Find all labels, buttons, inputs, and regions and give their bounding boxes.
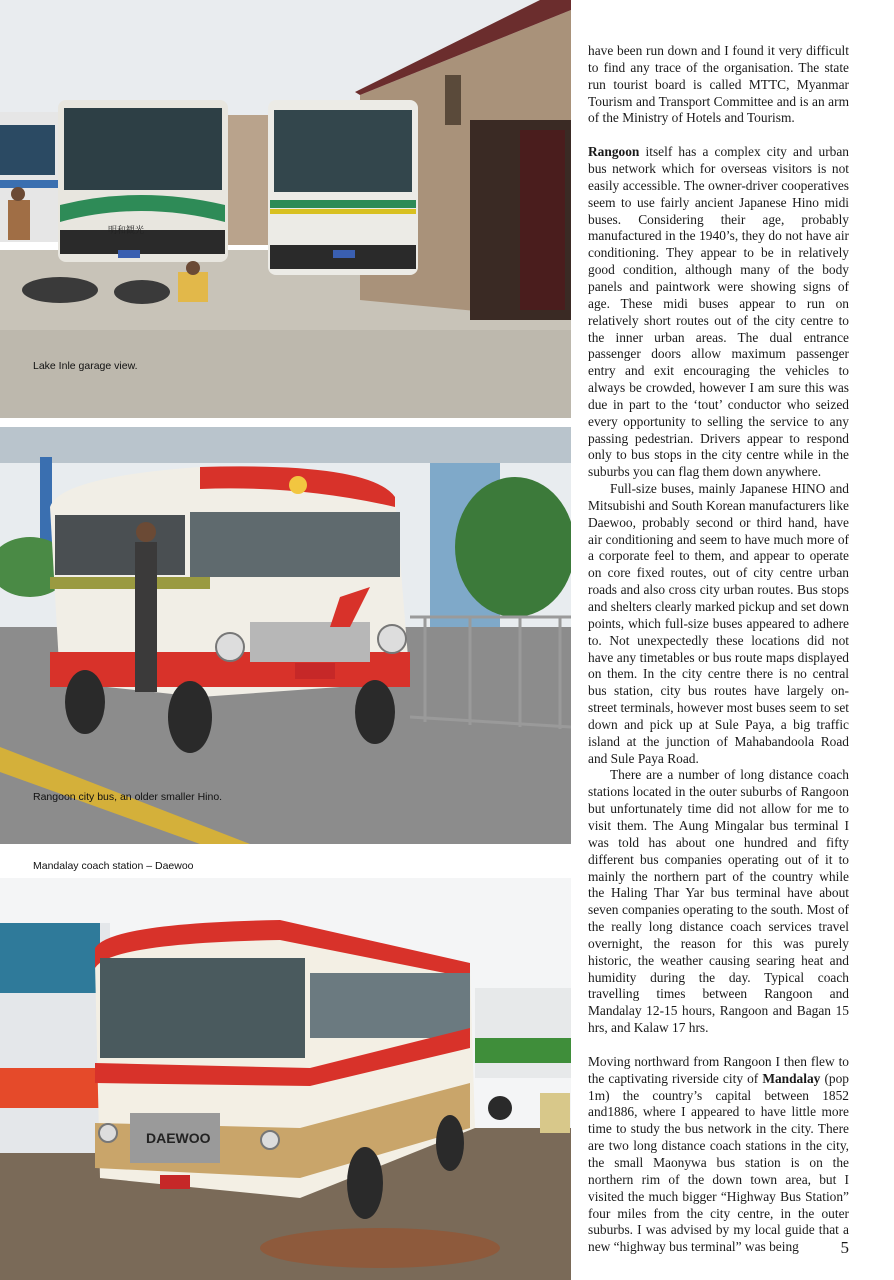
photo-caption: Rangoon city bus, an older smaller Hino. <box>33 791 223 803</box>
paragraph: have been run down and I found it very difficult to find any trace of the organisation. The state run tourist board is called MTTC, Myanmar Tourism and Transport Committee and is an arm of the Ministry of Hotels and Tourism. <box>588 43 849 126</box>
paragraph-text: itself has a complex city and urban bus network which for overseas visitors is not easily accessible. The owner-driver cooperatives seem to use fairly ancient Japanese Hino midi buses. Considering their age, probably manufactured in the 1940’s, they do not have air conditioning. They appear to be in relatively good condition, although many of the body panels and paintwork were showing signs of age. These midi buses appear to run on relatively short routes out of the city centre to the inner urban areas. The dual entrance passenger doors allow maximum passenger entry and exit encouraging the vehicles to always be crowded, however I am sure this was due in part to the ‘tout’ conductor who seized every opportunity to selling the service to any passing pedestrian. Drivers appear to respond only to bus stops in the city centre while in the suburbs you can flag them down anywhere. <box>588 144 849 480</box>
photo-caption-mandalay: Mandalay coach station – Daewoo <box>33 860 194 872</box>
place-name: Rangoon <box>588 144 640 160</box>
photo-lake-inle-garage <box>0 0 571 418</box>
article-column <box>588 43 849 1256</box>
paragraph: There are a number of long distance coach stations located in the outer suburbs of Rangoon but unfortunately time did not allow for me to visit them. The Aung Mingalar bus terminal I was told has about one hundred and fifty different bus companies operating out of it to mainly the northern part of the country while the Haling Thar Yar bus terminal have about seven companies operating to the south. Most of the really long distance coach services travel overnight, the reason for this was purely historic, the weather causing searing heat and humidity during the day. Typical coach travelling times between Rangoon and Mandalay 12-15 hours, Rangoon and Bagan 15 hrs, and Kalaw 17 hrs. <box>588 767 849 1036</box>
hino-bus-illustration <box>0 427 571 844</box>
paragraph-text: Moving northward from Rangoon I then flew to the captivating riverside city of <box>588 1053 849 1086</box>
bus-sign-text: 明和観光 <box>108 225 145 235</box>
grille-label: DAEWOO <box>146 1130 211 1146</box>
garage-illustration <box>0 0 571 418</box>
paragraph-text: (pop 1m) the country’s capital between 1852 and1886, where I appeared to have little more time to study the bus network in the city. There are two long distance coach stations in the city, the small Maonywa bus station is on the northern rim of the down town area, but I visited the much bigger “Highway Bus Station” four miles from the city centre, in the outer suburbs. I was advised by my local guide that a new “highway bus terminal” was being <box>588 1070 849 1255</box>
photo-rangoon-city-bus <box>0 427 571 844</box>
photo-caption: Lake Inle garage view. <box>33 360 138 372</box>
paragraph <box>588 1054 849 1256</box>
daewoo-bus-illustration <box>0 878 571 1280</box>
place-name: Mandalay <box>762 1070 821 1086</box>
paragraph: Full-size buses, mainly Japanese HINO and Mitsubishi and South Korean manufacturers like Daewoo, probably second or third hand, have air conditioning and seem to have much more of a corporate feel to them, and appear to operate on core fixed routes, out of city centre urban roads and also cross city urban routes. Bus stops and shelters clearly marked pickup and set down points, which full-size buses appeared to adhere to. Not unexpectedly these locations did not have any timetables or bus route maps displayed on them. In the city centre there is no central bus station, city bus routes have largely on-street terminals, however most buses seem to set down and pick up at Sule Paya, a big traffic island at the junction of Mahabandoola Road and Sule Paya Road. <box>588 481 849 766</box>
photo-mandalay-coach-station <box>0 878 571 1280</box>
paragraph <box>588 144 849 481</box>
page-number: 5 <box>840 1238 849 1257</box>
